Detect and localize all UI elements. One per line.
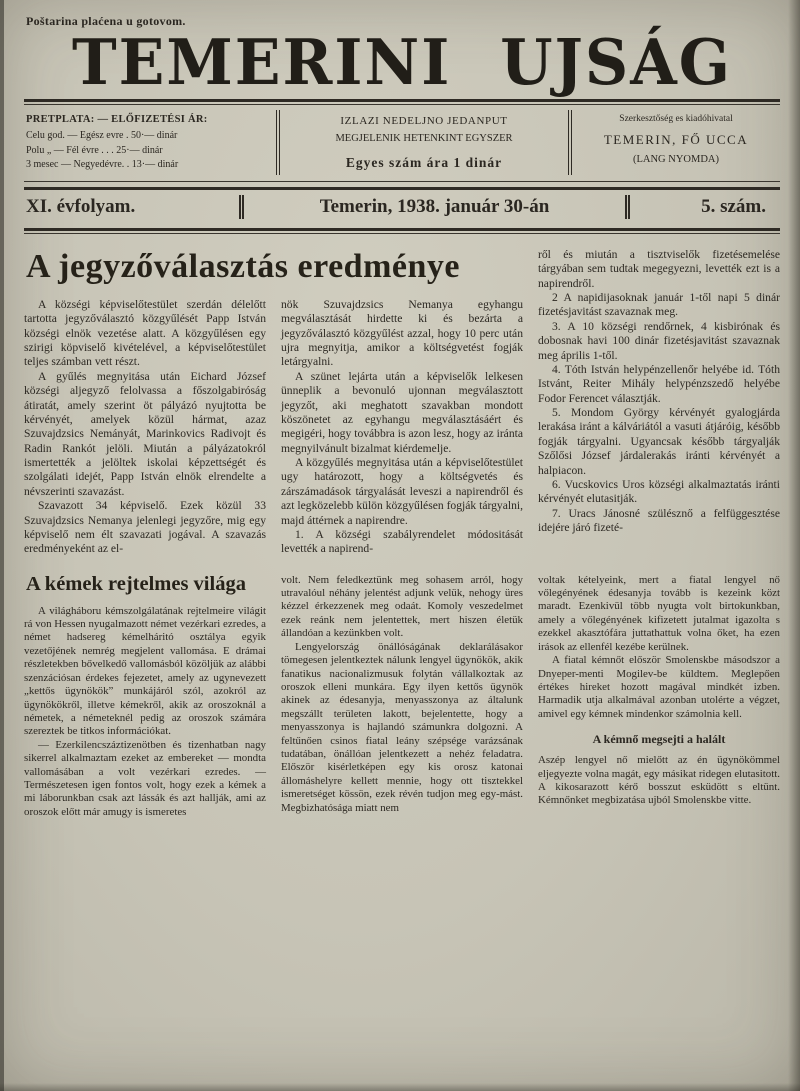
subscription-title: PRETPLATA: — ELŐFIZETÉSI ÁR: xyxy=(26,114,208,126)
article2-column-1 xyxy=(24,605,266,820)
paragraph: 5. Mondom György kérvényét gyalogjárda lerakása iránt a kálváriától a vasuti átjáróig, később fogják tárgyalni. Ugyancsak később tárgyalják Szőlősi József járdalerakás iránti kérvényét a halpiacon. xyxy=(538,406,780,477)
single-issue-price: Egyes szám ára 1 dinár xyxy=(345,155,503,171)
dateline-bar xyxy=(24,190,780,223)
paragraph: nök Szuvajdzsics Nemanya egyhangu megválasztását hirdette ki és bezárta a jegyzőválasztó közgyűlést azzal, hogy 10 perc után ujra megnyitja, amikor a költségvetést fogják letárgyalni. xyxy=(281,297,523,369)
subscription-row-year: Celu god. — Egész evre . 50·— dinár xyxy=(26,130,178,142)
scan-edge-bottom xyxy=(0,1083,800,1091)
article2-subheadline: A kémnő megsejti a halált xyxy=(592,732,726,747)
dateline-rule-bottom-thick xyxy=(24,228,780,231)
issue-number: 5. szám. xyxy=(701,195,766,217)
paragraph: A közgyűlés megnyitása után a képviselőtestület ugy határozott, hogy a költségvetés és zárszámadások tárgyalását leveszi a napirendről és azt legközelebb külön közgyűlésen fogják tárgyalni, majd áttérnek a napirendre. xyxy=(281,456,523,527)
editorial-info xyxy=(568,110,780,175)
article1-column-2 xyxy=(281,298,523,557)
paragraph: A világháboru kémszolgálatának rejtelmeire világit rá von Hessen nyugalmazott német vezérkari ezredes, a német hadsereg kémelháritó osztálya egyik vezetőjének nemrég megjelent vallomása. E drámai részletekben bővelkedő vallomásból közöljük az alábbi szenzációsan érdekes fejezetet, amely az ugynevezett „kettős ügynökök” munkájáról szól, azokról az ügynökökről, illetve kémekről, akik az oroszoknál a németek, a németeknél pedig az oroszok számára szereztek be titkos információkat. xyxy=(24,604,266,738)
paragraph: Aszép lengyel nő mielőtt az én ügynökömmel eljegyezte volna magát, egy másikat ridegen elutasitott. A kikosarazott kérő bosszut esküdött s eltünt. Kémnőnket megbizatása ujból Smolenskbe vitte. xyxy=(538,754,780,807)
publication-line-hungarian: MEGJELENIK HETENKINT EGYSZER xyxy=(335,133,513,145)
paragraph: A gyűlés megnyitása után Eichard József községi aljegyző felolvassa a főszolgabiróság átiratát, amely szerint öt pályázó nyujtotta be kérvényét, amelyek közül hármat, azaz Szuvajdzsics Nemányát, Marinkovics Radivojt és Radin Rankót jelöli. Miután a pályázatokról ismertették a jelöltek iskolai képzettségét és szolgálati idejét, Papp István elnök elrendelte a névszerinti szavazást. xyxy=(24,369,266,498)
article1-column-1 xyxy=(24,298,266,557)
publication-info xyxy=(276,110,568,175)
dateline-rule-bottom-thin xyxy=(24,233,780,234)
publication-line-serbian: IZLAZI NEDELJNO JEDANPUT xyxy=(340,115,508,128)
article2-column-3 xyxy=(538,571,780,820)
dateline-rule-top-thin xyxy=(24,181,780,182)
article2-column-2 xyxy=(281,571,523,820)
paragraph: volt. Nem feledkeztünk meg sohasem arról, hogy utravalóul néhány jelentést adjunk velük, nehogy üres kézzel érkezzenek meg odaát. Komoly veszedelmet ezek reánk nem jelentettek, mert hiszen életük állandóan a kezünkben volt. xyxy=(281,573,523,640)
paragraph: 7. Uracs Jánosné szülésznő a felfüggesztése idejére járó fizeté- xyxy=(538,506,780,535)
paragraph: Szavazott 34 képviselő. Ezek közül 33 Szuvajdzsics Nemanya jelenlegi jegyzőre, mig egy képviselő nem élt szavazati jogával. A szavazás eredményeként az el- xyxy=(24,499,266,556)
paragraph: — Ezerkilencszáztizenötben és tizenhatban nagy sikerrel alkalmaztam ezeket az embereket — mondta vallomásában a volt vezérkari ezredes. — Természetesen igen fontos volt, hogy ezek a kémek a mi láborunkban csak azt lássák és azt hallják, ami az oroszok előtt már amugy is ismeretes xyxy=(24,738,266,818)
scan-edge-right xyxy=(788,0,800,1091)
paragraph: 6. Vucskovics Uros községi alkalmaztatás iránti kérvényét elutasitják. xyxy=(538,477,780,506)
volume-label: XI. évfolyam. xyxy=(26,195,136,217)
article1-column-3 xyxy=(538,242,780,557)
paragraph: A községi képviselőtestület szerdán délelőtt tartotta jegyzőválasztó közgyűlését Papp István községi elnök vezetése alatt. A közgyűlésen egy szirigi köpviselő kivételével, a képviselőtestület teljes számban vett részt. xyxy=(24,297,266,369)
subscription-info xyxy=(24,110,276,175)
issue-date: Temerin, 1938. január 30-án xyxy=(239,195,630,219)
postage-notice: Poštarina plaćena u gotovom. xyxy=(26,14,186,28)
scan-edge-left xyxy=(0,0,4,1091)
header-info-row xyxy=(24,105,780,179)
paragraph: voltak kételyeink, mert a fiatal lengyel nő vőlegényének édesanyja tovább is kezeink közt maradt. Ezenkivül több nyugta volt birtokunkban, amely a vőlegényének kifizetett jutalmat igazolta s ezekkel akasztófára juttathattuk volna őket, ha ezen irások az ellenfél kezébe kerülnek. xyxy=(538,573,780,653)
editorial-address: TEMERIN, FŐ UCCA xyxy=(603,131,749,147)
masthead-title: TEMERINI UJSÁG xyxy=(71,26,733,100)
paragraph: A szünet lejárta után a képviselők lelkesen ünneplik a bevonuló ujonnan megválasztott jegyzőt, aki meghatott szavakban mondott köszönetet az egyhangu megválasztásáért és megigéri, hogy továbbra is azon lesz, hogy az iránta megnyilvánult bizalmat kiérdemelje. xyxy=(281,369,523,455)
paragraph: 3. A 10 községi rendőrnek, 4 kisbirónak és dobosnak havi 100 dinár fizetésjavitást szavaznak meg április 1-től. xyxy=(538,319,780,362)
subscription-row-half: Polu „ — Fél évre . . . 25·— dinár xyxy=(26,144,163,156)
paragraph: 1. A községi szabályrendelet módositását levették a napirend- xyxy=(281,527,523,556)
printer-name: (LANG NYOMDA) xyxy=(632,153,720,165)
article-spy-world xyxy=(24,571,780,820)
paragraph: 4. Tóth István helypénzellenőr helyébe id. Tóth Istvánt, Reiter Mihály helypénzszedő helyébe Fodor Ferencet választják. xyxy=(538,362,780,405)
masthead-rule-thick xyxy=(24,99,780,102)
paragraph: A fiatal kémnőt először Smolenskbe másodszor a Dnyeper-menti Mogilev-be küldtem. Meglepően értékes hireket hozott magával mindkét izben. Harmadik utja alkalmával azonban utolérte a végzet, amivel egy kémnek mindenkor számolnia kell. xyxy=(538,654,780,720)
article1-headline: A jegyzőválasztás eredménye xyxy=(26,247,460,285)
editorial-office-label: Szerkesztőség es kiadóhivatal xyxy=(619,114,733,125)
paragraph: Lengyelország önállóságának deklarálásakor tömegesen jelentkeztek nálunk lengyel ügynökök, akik fanatikus nacionalizmusuk folytán vállalkoztak az oroszok elleni munkára. Egy ilyen kettős ügynök akinek az édesanyja, menyasszonya az általunk megszállt területen lakott, bejelentette, hogy a menyasszonya is hajlandó számunkra dolgozni. A feltűnően csinos fiatal leány szépsége varázsának tudatában, önállóan jelentkezett a nehéz feladatra. Először kisérletképen egy kis orosz katonai állomáshelyre kellett mennie, hogy ott tisztekkel ismeretséget kössön, ezek révén tudjon meg egy-mást. Megbizhatósága miatt nem xyxy=(281,640,523,814)
subscription-row-quarter: 3 mesec — Negyedévre. . 13·— dinár xyxy=(26,159,179,171)
paragraph: 2 A napidijasoknak január 1-től napi 5 dinár fizetésjavitást szavaznak meg. xyxy=(538,291,780,319)
paragraph: ről és miután a tisztviselők fizetésemelése tárgyában sem tudtak megegyezni, levették ezt is a napirendről. xyxy=(538,247,780,290)
article-election-result xyxy=(24,242,780,557)
article2-headline: A kémek rejtelmes világa xyxy=(26,572,246,595)
